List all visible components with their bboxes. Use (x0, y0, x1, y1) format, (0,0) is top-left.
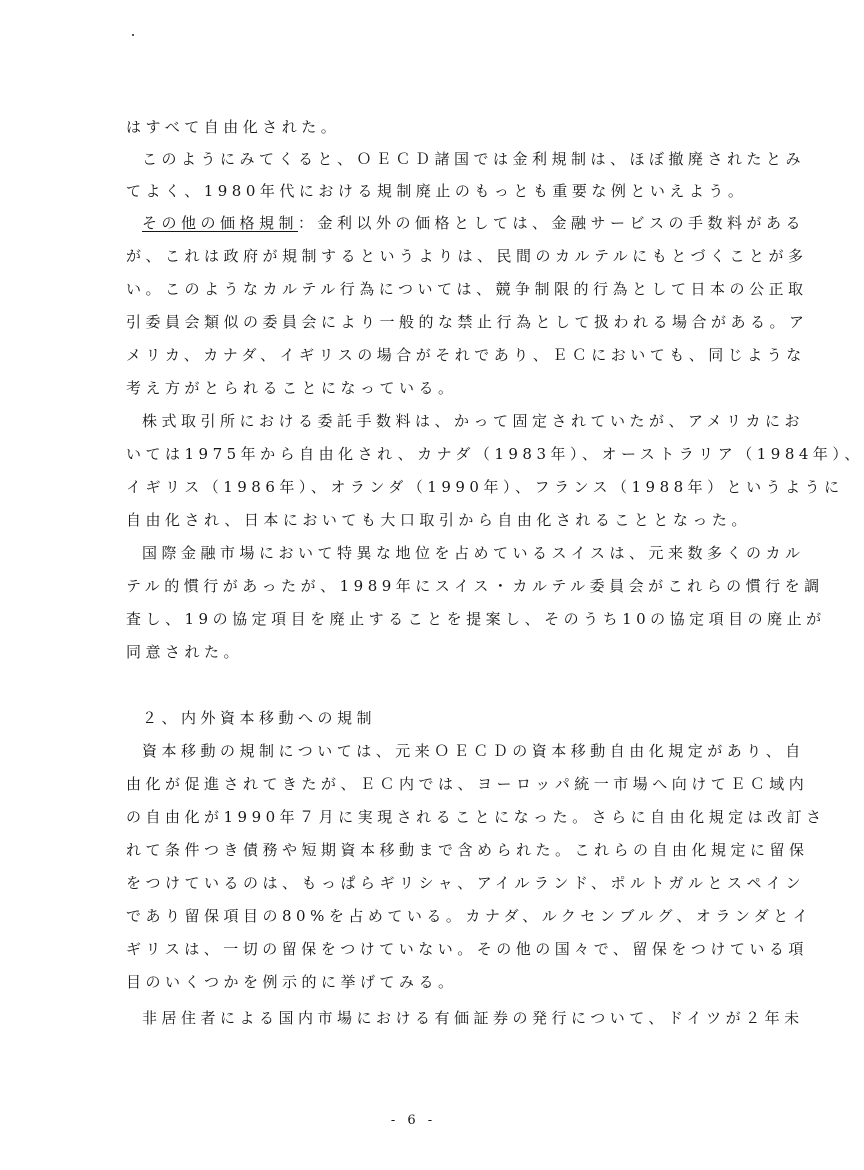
paragraph-line-rest: ：金利以外の価格としては、金融サービスの手数料がある (298, 214, 806, 232)
page-number: - 6 - (390, 1113, 437, 1128)
scan-mark (132, 34, 134, 36)
paragraph-line: 自由化され、日本においても大口取引から自由化されることとなった。 (126, 511, 751, 529)
paragraph-line (142, 211, 806, 235)
paragraph-line: メリカ、カナダ、イギリスの場合がそれであり、ＥＣにおいても、同じような (126, 346, 806, 364)
paragraph-line: イギリス（1986年）、オランダ（1990年）、フランス（1988年）というように (126, 478, 844, 496)
paragraph-line: の自由化が1990年７月に実現されることになった。さらに自由化規定は改訂さ (126, 808, 826, 826)
paragraph-line: い。このようなカルテル行為については、競争制限的行為として日本の公正取 (126, 280, 808, 298)
paragraph-line: れて条件つき債務や短期資本移動まで含められた。これらの自由化規定に留保 (126, 841, 809, 859)
paragraph-line: てよく、1980年代における規制廃止のもっとも重要な例といえよう。 (126, 182, 748, 200)
paragraph-line: 同意された。 (126, 643, 244, 661)
paragraph-line: 国際金融市場において特異な地位を占めているスイスは、元来数多くのカル (142, 544, 805, 562)
subheading-other-price-regulation: その他の価格規制 (142, 214, 299, 232)
paragraph-line: 考え方がとられることになっている。 (126, 379, 458, 397)
paragraph-line: 査し、19の協定項目を廃止することを提案し、そのうち10の協定項目の廃止が (126, 610, 826, 628)
paragraph-line: はすべて自由化された。 (126, 118, 341, 136)
paragraph-line: が、これは政府が規制するというよりは、民間のカルテルにもとづくことが多 (126, 247, 808, 265)
paragraph-line: 株式取引所における委託手数料は、かって固定されていたが、アメリカにお (142, 412, 804, 430)
paragraph-line: いては1975年から自由化され、カナダ（1983年）、オーストラリア（1984年）、 (126, 445, 864, 463)
paragraph-line: をつけているのは、もっぱらギリシャ、アイルランド、ポルトガルとスペイン (126, 874, 806, 892)
paragraph-line: 非居住者による国内市場における有価証券の発行について、ドイツが２年未 (142, 1009, 804, 1027)
paragraph-line: 目のいくつかを例示的に挙げてみる。 (126, 973, 458, 991)
paragraph-line: であり留保項目の80%を占めている。カナダ、ルクセンブルグ、オランダとイ (126, 907, 813, 925)
paragraph-line: このようにみてくると、ＯＥＣＤ諸国では金利規制は、ほぼ撤廃されたとみ (142, 150, 806, 168)
paragraph-line: 引委員会類似の委員会により一般的な禁止行為として扱われる場合がある。ア (126, 313, 809, 331)
paragraph-line: ギリスは、一切の留保をつけていない。その他の国々で、留保をつけている項 (126, 940, 808, 958)
paragraph-line: テル的慣行があったが、1989年にスイス・カルテル委員会がこれらの慣行を調 (126, 577, 824, 595)
paragraph-line: 由化が促進されてきたが、ＥＣ内では、ヨーロッパ統一市場へ向けてＥＣ域内 (126, 775, 809, 793)
paragraph-line: 資本移動の規制については、元来ＯＥＣＤの資本移動自由化規定があり、自 (142, 742, 805, 760)
section-heading: ２、内外資本移動への規制 (142, 709, 377, 727)
